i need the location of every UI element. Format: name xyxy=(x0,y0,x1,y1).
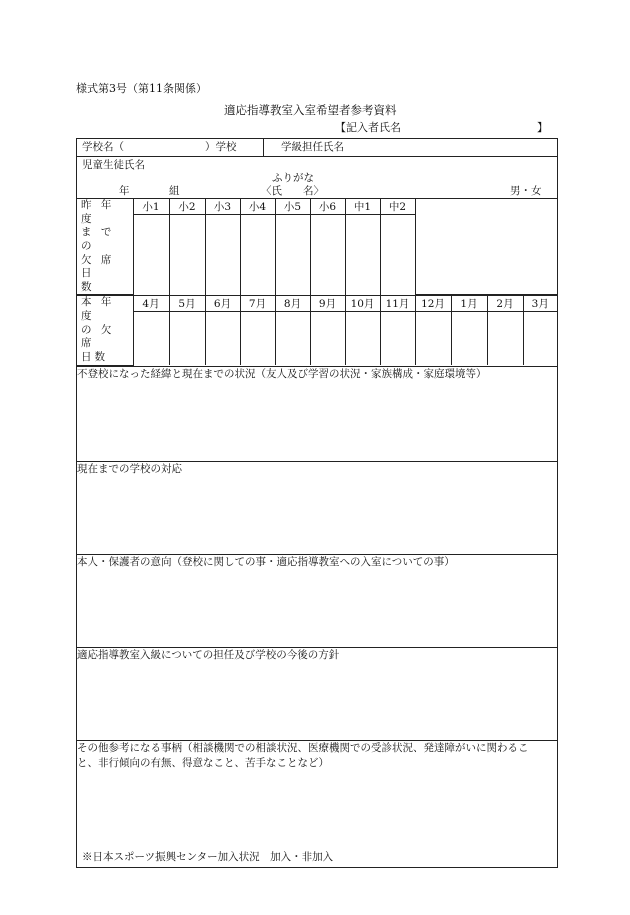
absence-cell[interactable] xyxy=(169,312,205,365)
student-row[interactable] xyxy=(77,157,558,199)
year-label: 年 xyxy=(119,185,130,197)
month-header: 5月 xyxy=(169,296,205,312)
school-teacher-divider xyxy=(263,139,264,157)
absence-cell[interactable] xyxy=(240,312,275,365)
absence-cell[interactable] xyxy=(240,215,275,295)
school-name-prefix: 学校名（ xyxy=(82,141,124,153)
absence-cell[interactable] xyxy=(345,215,380,295)
grade-header: 小1 xyxy=(133,199,169,215)
gender-options[interactable]: 男・女 xyxy=(510,185,542,197)
month-header: 10月 xyxy=(345,296,380,312)
policy-label: 適応指導教室入級についての担任及び学校の今後の方針 xyxy=(77,648,340,661)
month-header: 7月 xyxy=(240,296,275,312)
entrant-name-close: 】 xyxy=(537,121,548,134)
grade-header: 中2 xyxy=(380,199,415,215)
grade-header: 小6 xyxy=(310,199,345,215)
month-header: 3月 xyxy=(523,296,557,312)
absence-cell[interactable] xyxy=(205,312,240,365)
month-header: 12月 xyxy=(415,296,451,312)
other-section[interactable] xyxy=(77,740,558,867)
insurance-status[interactable]: ※日本スポーツ振興センター加入状況 加入・非加入 xyxy=(82,851,334,864)
past-absence-label: 昨 年 度 ま で の 欠 席 日 数 xyxy=(77,199,133,295)
current-absence-label: 本 年 度 の 欠 席 日数 xyxy=(77,296,133,365)
month-header: 8月 xyxy=(275,296,310,312)
page-title: 適応指導教室入室希望者参考資料 xyxy=(224,103,397,117)
grade-header: 小3 xyxy=(205,199,240,215)
teacher-name-label: 学級担任氏名 xyxy=(281,141,344,153)
absence-cell[interactable] xyxy=(133,312,169,365)
intention-section[interactable] xyxy=(77,554,558,647)
absence-cell[interactable] xyxy=(380,312,415,365)
application-form xyxy=(76,138,558,868)
student-name-label: 児童生徒氏名 xyxy=(82,159,145,171)
grade-header: 小5 xyxy=(275,199,310,215)
school-response-section[interactable] xyxy=(77,461,558,554)
entrant-name-open: 【記入者氏名 xyxy=(335,121,401,134)
absence-cell[interactable] xyxy=(451,312,487,365)
intention-label: 本人・保護者の意向（登校に関しての事・適応指導教室への入室についての事） xyxy=(77,555,455,568)
month-header: 6月 xyxy=(205,296,240,312)
current-absence-grid xyxy=(77,296,557,365)
school-row xyxy=(77,139,558,157)
grade-header: 中1 xyxy=(345,199,380,215)
month-header: 4月 xyxy=(133,296,169,312)
form-number: 様式第3号（第11条関係） xyxy=(76,82,207,95)
past-absence-section xyxy=(77,199,558,296)
month-header: 11月 xyxy=(380,296,415,312)
current-absence-section xyxy=(77,296,558,366)
name-bracket-label: 〈氏 名〉 xyxy=(261,185,324,197)
class-label: 組 xyxy=(169,185,180,197)
absence-cell[interactable] xyxy=(275,215,310,295)
month-header: 9月 xyxy=(310,296,345,312)
grade-header: 小2 xyxy=(169,199,205,215)
history-label: 不登校になった経緯と現在までの状況（友人及び学習の状況・家族構成・家庭環境等） xyxy=(77,367,487,380)
absence-cell[interactable] xyxy=(133,215,169,295)
absence-cell[interactable] xyxy=(487,312,523,365)
absence-cell[interactable] xyxy=(310,312,345,365)
grade-header: 小4 xyxy=(240,199,275,215)
absence-cell[interactable] xyxy=(380,215,415,295)
furigana-label: ふりがな xyxy=(272,172,314,184)
history-section[interactable] xyxy=(77,366,558,461)
policy-section[interactable] xyxy=(77,647,558,740)
absence-cell[interactable] xyxy=(415,312,451,365)
month-header: 1月 xyxy=(451,296,487,312)
other-label: その他参考になる事柄（相談機関での相談状況、医療機関での受診状況、発達障がいに関わること、非行傾向の有無、得意なこと、苦手なことなど） xyxy=(77,741,529,769)
school-name-suffix: ）学校 xyxy=(205,141,237,153)
absence-cell[interactable] xyxy=(275,312,310,365)
absence-cell[interactable] xyxy=(523,312,557,365)
absence-cell[interactable] xyxy=(205,215,240,295)
past-absence-blank xyxy=(415,199,557,295)
absence-cell[interactable] xyxy=(345,312,380,365)
absence-cell[interactable] xyxy=(169,215,205,295)
past-absence-grid xyxy=(77,199,557,295)
absence-cell[interactable] xyxy=(310,215,345,295)
month-header: 2月 xyxy=(487,296,523,312)
school-response-label: 現在までの学校の対応 xyxy=(77,462,182,475)
